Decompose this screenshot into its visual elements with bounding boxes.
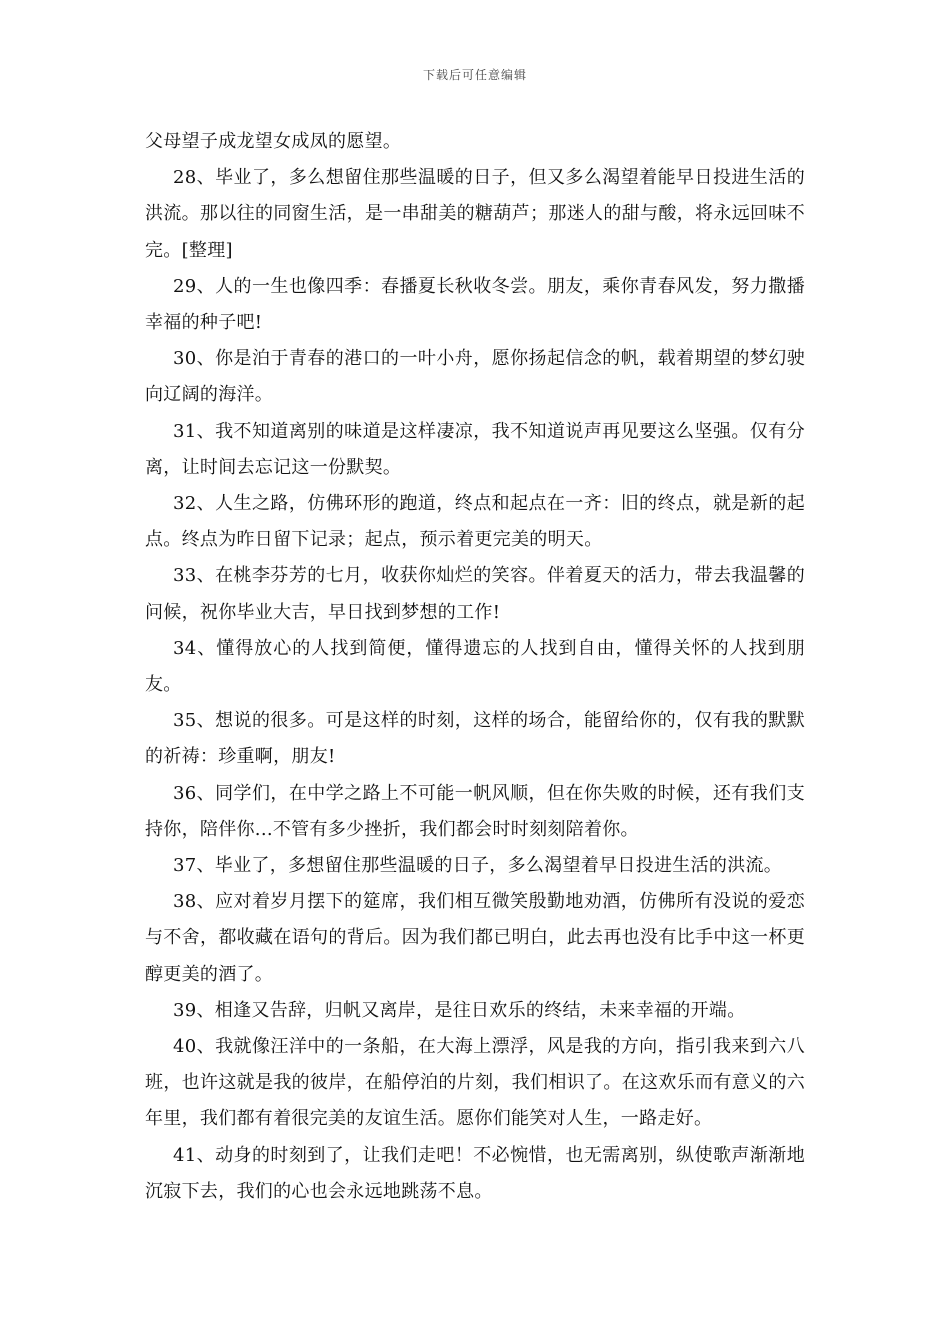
- paragraph: 40、我就像汪洋中的一条船，在大海上漂浮，风是我的方向，指引我来到六八班，也许这就是我的彼岸，在船停泊的片刻，我们相识了。在这欢乐而有意义的六年里，我们都有着很完美的友谊生活。愿你们能笑对人生，一路走好。: [145, 1036, 805, 1130]
- paragraph: 37、毕业了，多想留住那些温暖的日子，多么渴望着早日投进生活的洪流。: [173, 855, 783, 877]
- paragraph: 32、人生之路，仿佛环形的跑道，终点和起点在一齐：旧的终点，就是新的起点。终点为昨日留下记录；起点，预示着更完美的明天。: [145, 493, 805, 551]
- paragraph: 28、毕业了，多么想留住那些温暖的日子，但又多么渴望着能早日投进生活的洪流。那以往的同窗生活，是一串甜美的糖葫芦；那迷人的甜与酸，将永远回味不完。[整理]: [145, 167, 805, 261]
- paragraph: 39、相逢又告辞，归帆又离岸，是往日欢乐的终结，未来幸福的开端。: [173, 999, 746, 1021]
- paragraph: 父母望子成龙望女成凤的愿望。: [145, 131, 402, 152]
- paragraph: 33、在桃李芬芳的七月，收获你灿烂的笑容。伴着夏天的活力，带去我温馨的问候，祝你毕业大吉，早日找到梦想的工作!: [145, 565, 805, 623]
- paragraph: 30、你是泊于青春的港口的一叶小舟，愿你扬起信念的帆，载着期望的梦幻驶向辽阔的海洋。: [145, 348, 805, 406]
- page-header: 下载后可任意编辑: [422, 68, 527, 82]
- paragraph: 41、动身的时刻到了，让我们走吧！不必惋惜，也无需离别，纵使歌声渐渐地沉寂下去，我们的心也会永远地跳荡不息。: [145, 1144, 805, 1202]
- paragraph: 34、懂得放心的人找到简便，懂得遗忘的人找到自由，懂得关怀的人找到朋友。: [145, 637, 805, 696]
- paragraph: 38、应对着岁月摆下的筵席，我们相互微笑殷勤地劝酒，仿佛所有没说的爱恋与不舍，都收藏在语句的背后。因为我们都已明白，此去再也没有比手中这一杯更醇更美的酒了。: [145, 891, 805, 985]
- paragraph: 29、人的一生也像四季：春播夏长秋收冬尝。朋友，乘你青春风发，努力撒播幸福的种子吧!: [145, 275, 805, 334]
- paragraph: 35、想说的很多。可是这样的时刻，这样的场合，能留给你的，仅有我的默默的祈祷：珍重啊，朋友!: [145, 710, 805, 768]
- paragraph: 36、同学们，在中学之路上不可能一帆风顺，但在你失败的时候，还有我们支持你，陪伴你...不管有多少挫折，我们都会时时刻刻陪着你。: [145, 782, 805, 840]
- paragraph: 31、我不知道离别的味道是这样凄凉，我不知道说声再见要这么坚强。仅有分离，让时间去忘记这一份默契。: [145, 420, 805, 478]
- document-body: [145, 124, 805, 1210]
